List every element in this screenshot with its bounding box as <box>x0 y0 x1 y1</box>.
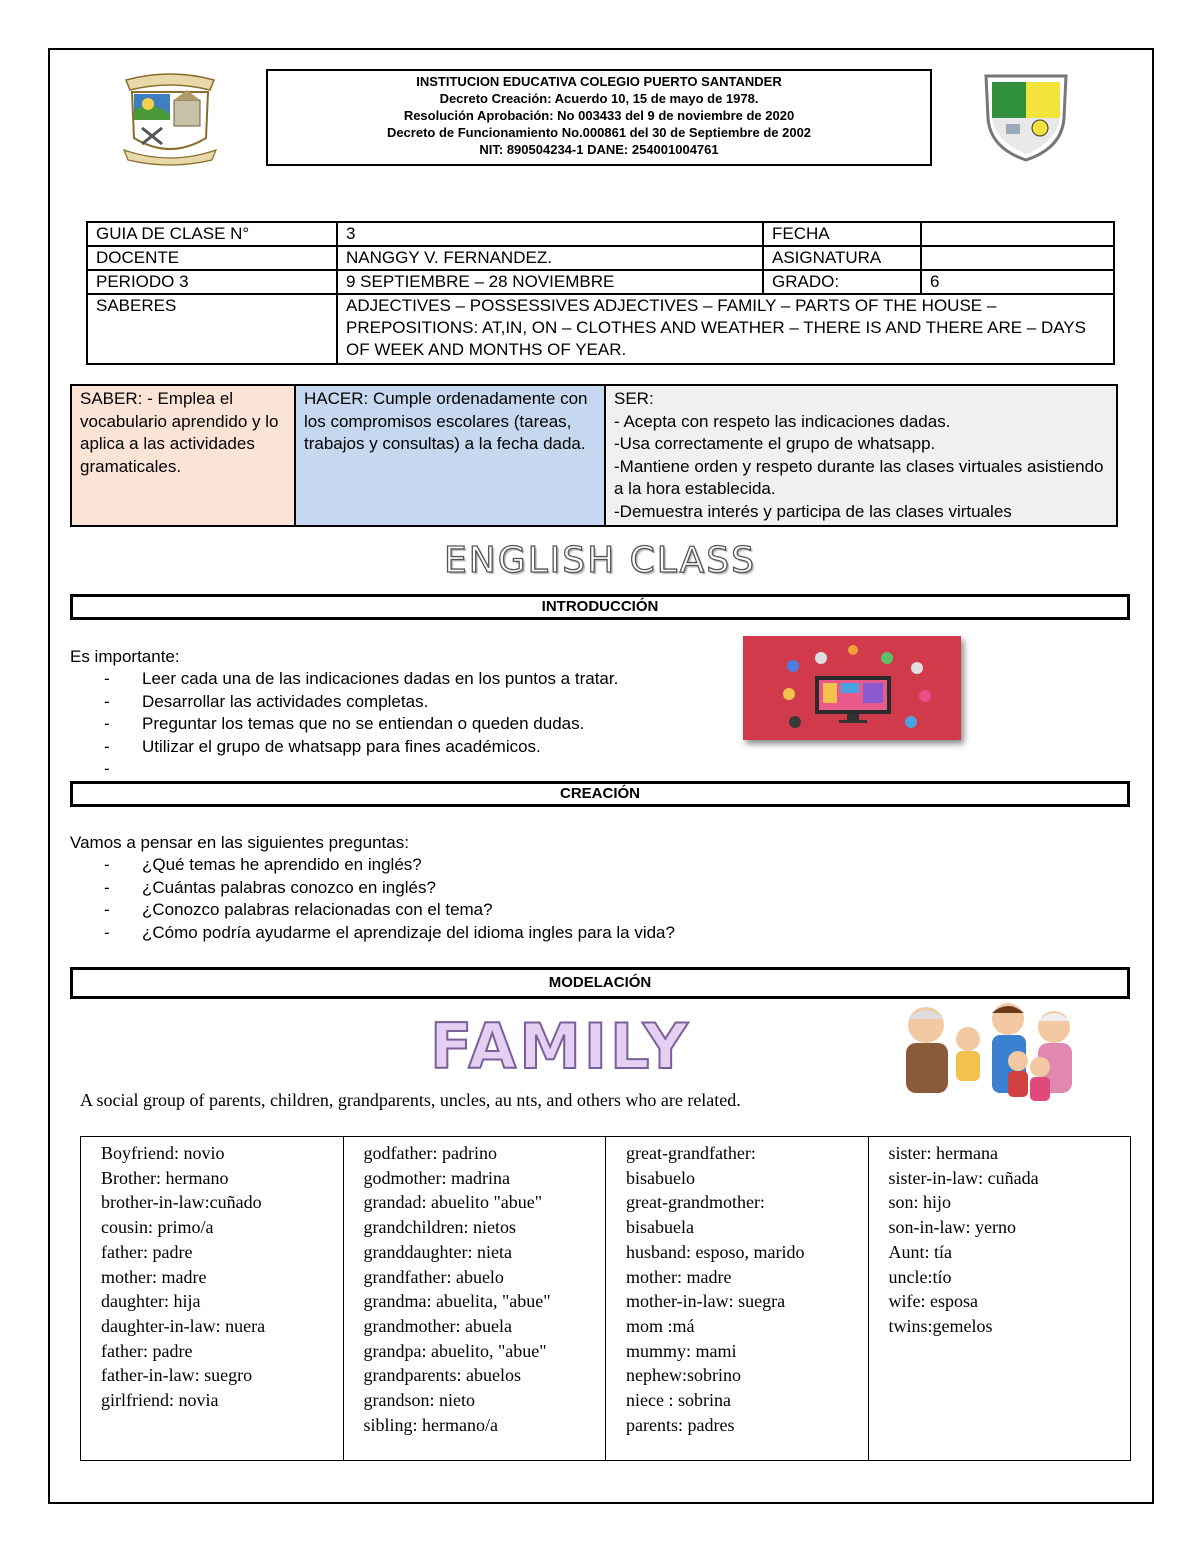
school-crest-right <box>976 68 1076 164</box>
english-class-title: ENGLISH CLASS <box>444 540 756 581</box>
vocab-item: sister: hermana <box>888 1143 998 1163</box>
hacer-cell: HACER: Cumple ordenadamente con los compromisos escolares (tareas, trabajos y consultas) a la fecha dada. <box>295 385 605 526</box>
vocab-item: mother: madre <box>626 1266 732 1287</box>
family-vocabulary-table <box>80 1136 1131 1461</box>
vocab-item: father: padre <box>101 1340 193 1361</box>
grado-label: GRADO: <box>763 270 921 294</box>
saberes-value: ADJECTIVES – POSSESSIVES ADJECTIVES – FAMILY – PARTS OF THE HOUSE – PREPOSITIONS: AT,IN, ON – CLOTHES AND WEATHER – THERE IS AND THERE ARE – DAYS OF WEEK AND MONTHS OF YEAR. <box>337 294 1114 364</box>
saberes-label: SABERES <box>87 294 337 364</box>
ser-line: - Acepta con respeto las indicaciones dadas. <box>614 411 951 431</box>
family-cartoon <box>888 997 1093 1113</box>
ser-cell <box>605 385 1117 526</box>
vocab-item: parents: padres <box>626 1414 735 1435</box>
fecha-value <box>921 222 1114 246</box>
intro-list <box>104 668 618 780</box>
header-line-decree: Decreto Creación: Acuerdo 10, 15 de mayo de 1978. <box>439 91 759 106</box>
creacion-lead: Vamos a pensar en las siguientes preguntas: <box>70 833 409 852</box>
vocab-item: uncle:tío <box>888 1266 952 1287</box>
saber-cell: SABER: - Emplea el vocabulario aprendido y lo aplica a las actividades gramaticales. <box>71 385 295 526</box>
vocab-item: nephew:sobrino <box>626 1365 741 1386</box>
vocab-item: grandad: abuelito "abue" <box>363 1192 543 1213</box>
list-item: - Desarrollar las actividades completas. <box>104 691 618 714</box>
vocab-item: wife: esposa <box>888 1291 978 1312</box>
vocab-item: brother-in-law:cuñado <box>101 1192 262 1213</box>
vocab-item: great-grandfather: <box>626 1143 756 1163</box>
vocab-item: mother: madre <box>101 1266 207 1287</box>
digital-devices-illustration <box>743 636 961 740</box>
list-item: - ¿Conozco palabras relacionadas con el tema? <box>104 899 675 922</box>
vocab-item: grandson: nieto <box>363 1390 475 1411</box>
vocab-item: mummy: mami <box>626 1340 737 1361</box>
class-info-table <box>86 221 1115 365</box>
vocab-item: father-in-law: suegro <box>101 1365 253 1386</box>
vocab-item: grandfather: abuelo <box>363 1266 504 1287</box>
vocab-item: father: padre <box>101 1241 193 1262</box>
vocab-item: Brother: hermano <box>101 1167 229 1188</box>
docente-label: DOCENTE <box>87 246 337 270</box>
vocab-item: godmother: madrina <box>363 1167 510 1188</box>
vocab-item: husband: esposo, marido <box>626 1241 805 1262</box>
list-item: - Utilizar el grupo de whatsapp para fines académicos. <box>104 736 618 759</box>
intro-heading: INTRODUCCIÓN <box>70 594 1130 620</box>
vocab-item: godfather: padrino <box>363 1143 497 1163</box>
ser-line: SER: <box>614 389 654 408</box>
periodo-label: PERIODO 3 <box>87 270 337 294</box>
header-line-institution: INSTITUCION EDUCATIVA COLEGIO PUERTO SANTANDER <box>416 74 782 89</box>
list-item: - ¿Qué temas he aprendido en inglés? <box>104 854 675 877</box>
list-item: - Preguntar los temas que no se entiendan o queden dudas. <box>104 713 618 736</box>
vocab-item: son: hijo <box>888 1192 952 1213</box>
list-item <box>104 758 618 780</box>
vocab-column-4 <box>869 1137 1131 1460</box>
list-item: - ¿Cómo podría ayudarme el aprendizaje del idioma ingles para la vida? <box>104 922 675 945</box>
header-line-resolution: Resolución Aprobación: No 003433 del 9 de noviembre de 2020 <box>403 108 795 123</box>
vocab-item: mother-in-law: suegra <box>626 1291 786 1312</box>
vocab-item: grandmother: abuela <box>363 1315 512 1336</box>
modelacion-heading: MODELACIÓN <box>70 967 1130 999</box>
vocab-item: grandpa: abuelito, "abue" <box>363 1340 547 1361</box>
creacion-list <box>104 854 675 944</box>
vocab-item: sister-in-law: cuñada <box>888 1167 1039 1188</box>
asignatura-value <box>921 246 1114 270</box>
vocab-item: daughter-in-law: nuera <box>101 1315 266 1336</box>
vocab-item: granddaughter: nieta <box>363 1241 512 1262</box>
vocab-item: Aunt: tía <box>888 1241 952 1262</box>
ser-line: -Usa correctamente el grupo de whatsapp. <box>614 434 936 453</box>
school-crest-left <box>118 70 222 166</box>
vocab-item: bisabuelo <box>626 1167 695 1188</box>
vocab-item: son-in-law: yerno <box>888 1217 1016 1238</box>
intro-lead: Es importante: <box>70 647 180 666</box>
docente-value: NANGGY V. FERNANDEZ. <box>337 246 763 270</box>
creacion-heading: CREACIÓN <box>70 781 1130 807</box>
asignatura-label: ASIGNATURA <box>763 246 921 270</box>
vocab-item: sibling: hermano/a <box>363 1414 498 1435</box>
vocab-item: grandchildren: nietos <box>363 1217 516 1238</box>
header-line-nit: NIT: 890504234-1 DANE: 254001004761 <box>479 142 719 157</box>
grado-value: 6 <box>921 270 1114 294</box>
family-definition: A social group of parents, children, grandparents, uncles, au nts, and others who are related. <box>80 1090 741 1110</box>
vocab-item: bisabuela <box>626 1217 694 1238</box>
competencies-table <box>70 384 1118 527</box>
guia-label: GUIA DE CLASE N° <box>87 222 337 246</box>
vocab-item: niece : sobrina <box>626 1390 731 1411</box>
ser-line: -Mantiene orden y respeto durante las clases virtuales asistiendo a la hora establecida. <box>614 456 1104 498</box>
list-item: - ¿Cuántas palabras conozco en inglés? <box>104 877 675 900</box>
vocab-item: Boyfriend: novio <box>101 1143 225 1163</box>
fecha-label: FECHA <box>763 222 921 246</box>
periodo-value: 9 SEPTIEMBRE – 28 NOVIEMBRE <box>337 270 763 294</box>
vocab-item: mom :má <box>626 1315 695 1336</box>
guia-value: 3 <box>337 222 763 246</box>
vocab-item: grandparents: abuelos <box>363 1365 521 1386</box>
vocab-item: great-grandmother: <box>626 1192 765 1213</box>
vocab-column-3 <box>606 1137 869 1460</box>
vocab-column-1 <box>81 1137 344 1460</box>
vocab-item: grandma: abuelita, "abue" <box>363 1291 551 1312</box>
institution-header <box>266 69 932 166</box>
vocab-item: cousin: primo/a <box>101 1217 214 1238</box>
vocab-item: girlfriend: novia <box>101 1390 219 1411</box>
family-title: FAMILY <box>430 1010 691 1083</box>
vocab-item: twins:gemelos <box>888 1315 993 1336</box>
list-item: - Leer cada una de las indicaciones dadas en los puntos a tratar. <box>104 668 618 691</box>
header-line-operation: Decreto de Funcionamiento No.000861 del 30 de Septiembre de 2002 <box>386 125 812 140</box>
ser-line: -Demuestra interés y participa de las clases virtuales <box>614 501 1012 521</box>
vocab-item: daughter: hija <box>101 1291 201 1312</box>
vocab-column-2 <box>344 1137 607 1460</box>
